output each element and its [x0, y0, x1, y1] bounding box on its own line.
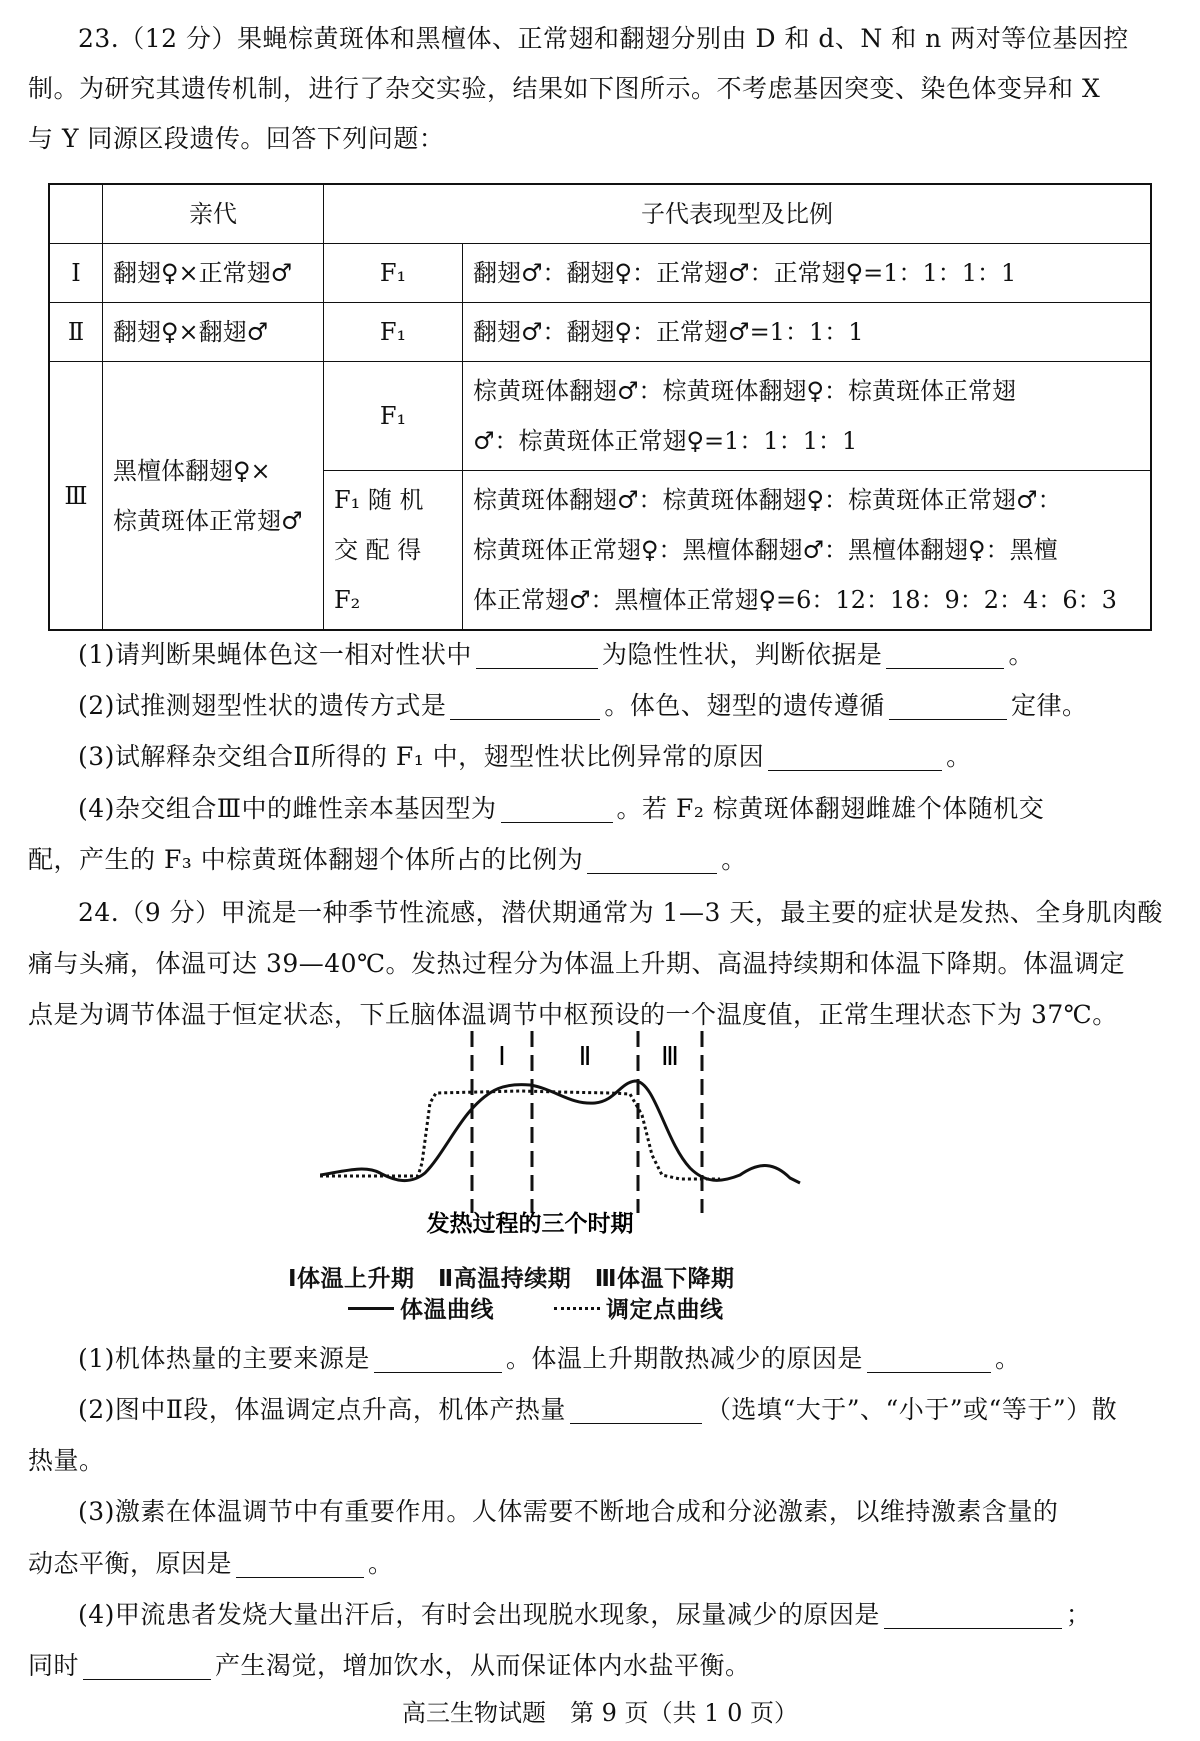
- answer-blank[interactable]: [236, 1547, 364, 1578]
- phase-label-1: Ⅰ: [498, 1042, 506, 1072]
- q24-sub2-text: (2)图中Ⅱ段，体温调定点升高，机体产热量: [78, 1395, 566, 1424]
- q23-sub1-text: 。: [1008, 640, 1034, 669]
- answer-blank[interactable]: [570, 1393, 702, 1424]
- row-generation: [324, 471, 463, 631]
- row-parent: 翻翅♀×正常翅♂: [103, 244, 324, 303]
- q24-sub1-text: 。: [994, 1344, 1021, 1373]
- answer-blank[interactable]: [587, 843, 717, 874]
- page-footer: 高三生物试题 第 9 页（共 1 0 页）: [402, 1699, 798, 1727]
- answer-blank[interactable]: [501, 792, 613, 823]
- q23-intro-line1: 23.（12 分）果蝇棕黄斑体和黑檀体、正常翅和翻翅分别由 D 和 d、N 和 n 两对等位基因控: [78, 24, 1129, 53]
- table-header-index: [49, 184, 103, 244]
- q23-sub2: [78, 681, 1087, 731]
- answer-blank[interactable]: [374, 1342, 502, 1373]
- answer-blank[interactable]: [884, 1598, 1062, 1629]
- q24-sub4-text: ；: [1065, 1600, 1092, 1629]
- legend-dotted-line: [554, 1307, 600, 1310]
- row-result-line: ♂：棕黄斑体正常翅♀=1：1：1：1: [473, 427, 858, 455]
- q23-sub2-text: 。体色、翅型的遗传遵循: [604, 691, 885, 720]
- answer-blank[interactable]: [867, 1342, 991, 1373]
- row-generation: F₁: [324, 244, 463, 303]
- row-index: Ⅰ: [49, 244, 103, 303]
- q24-intro-line2: 痛与头痛，体温可达 39—40℃。发热过程分为体温上升期、高温持续期和体温下降期。体温调定: [28, 949, 1126, 978]
- row-generation: F₁: [324, 362, 463, 471]
- row-parent: [103, 362, 324, 631]
- row-result-line: 棕黄斑体翻翅♂：棕黄斑体翻翅♀：棕黄斑体正常翅♂：: [473, 486, 1062, 514]
- q24-sub2: [78, 1385, 1117, 1435]
- row-result-line: 体正常翅♂：黑檀体正常翅♀=6：12：18：9：2：4：6：3: [473, 586, 1117, 614]
- fever-diagram: [320, 1023, 880, 1243]
- q24-sub1-text: (1)机体热量的主要来源是: [78, 1344, 370, 1373]
- q24-sub3-cont: [28, 1539, 394, 1589]
- answer-blank[interactable]: [768, 740, 942, 771]
- q24-sub4-text: (4)甲流患者发烧大量出汗后，有时会出现脱水现象，尿量减少的原因是: [78, 1600, 880, 1629]
- body-temperature-curve: [320, 1081, 800, 1183]
- q23-sub4-text: 。若 F₂ 棕黄斑体翻翅雌雄个体随机交: [616, 794, 1045, 823]
- table-header-parent: 亲代: [103, 184, 324, 244]
- q23-sub3-text: 。: [946, 742, 972, 771]
- q23-sub4-text: 配，产生的 F₃ 中棕黄斑体翻翅个体所占的比例为: [28, 845, 584, 874]
- row-generation-line: 交 配 得: [334, 536, 422, 564]
- table-header-offspring: 子代表现型及比例: [324, 184, 1152, 244]
- q24-sub3-text: 。: [368, 1549, 394, 1578]
- row-generation-line: F₂: [334, 586, 361, 614]
- row-result-line: 棕黄斑体翻翅♂：棕黄斑体翻翅♀：棕黄斑体正常翅: [473, 377, 1017, 405]
- answer-blank[interactable]: [889, 689, 1007, 720]
- q24-sub1: [78, 1334, 1020, 1384]
- row-index: Ⅱ: [49, 303, 103, 362]
- q23-sub4-cont: [28, 835, 747, 885]
- answer-blank[interactable]: [83, 1649, 211, 1680]
- q24-sub4-text: 同时: [28, 1651, 80, 1680]
- table-row: [49, 303, 1151, 362]
- q24-sub3-text: 动态平衡，原因是: [28, 1549, 233, 1578]
- q24-sub4-text: 产生渴觉，增加饮水，从而保证体内水盐平衡。: [215, 1651, 751, 1680]
- figure-caption-phases: Ⅰ体温上升期 Ⅱ高温持续期 Ⅲ体温下降期: [288, 1266, 735, 1292]
- cross-results-table: [48, 183, 1152, 631]
- row-parent: 翻翅♀×翻翅♂: [103, 303, 324, 362]
- q23-sub4-text: 。: [721, 845, 747, 874]
- row-result: 翻翅♂：翻翅♀：正常翅♂：正常翅♀=1：1：1：1: [463, 244, 1152, 303]
- q23-sub2-text: (2)试推测翅型性状的遗传方式是: [78, 691, 447, 720]
- q23-sub3: [78, 732, 972, 782]
- q24-intro-line1: 24.（9 分）甲流是一种季节性流感，潜伏期通常为 1—3 天，最主要的症状是发热、全身肌肉酸: [78, 898, 1163, 927]
- figure-legend: [348, 1290, 724, 1330]
- q23-sub1-text: 为隐性性状，判断依据是: [601, 640, 883, 669]
- phase-label-3: Ⅲ: [661, 1042, 679, 1072]
- row-result: 翻翅♂：翻翅♀：正常翅♂=1：1：1: [463, 303, 1152, 362]
- q24-sub4-cont: [28, 1641, 751, 1691]
- row-result: [463, 362, 1152, 471]
- q23-intro-line3: 与 Y 同源区段遗传。回答下列问题：: [28, 124, 445, 153]
- q23-sub3-text: (3)试解释杂交组合Ⅱ所得的 F₁ 中，翅型性状比例异常的原因: [78, 742, 765, 771]
- table-header-row: [49, 184, 1151, 244]
- figure-caption-title: 发热过程的三个时期: [426, 1211, 634, 1237]
- q23-sub1-text: (1)请判断果蝇体色这一相对性状中: [78, 640, 472, 669]
- phase-label-2: Ⅱ: [578, 1042, 592, 1072]
- table-row: [49, 362, 1151, 471]
- q23-intro-line2: 制。为研究其遗传机制，进行了杂交实验，结果如下图所示。不考虑基因突变、染色体变异和 X: [28, 74, 1101, 103]
- q23-sub4: [78, 784, 1044, 834]
- q23-sub2-text: 定律。: [1010, 691, 1088, 720]
- q24-intro-line3: 点是为调节体温于恒定状态，下丘脑体温调节中枢预设的一个温度值，正常生理状态下为 37℃。: [28, 1000, 1118, 1029]
- row-generation: F₁: [324, 303, 463, 362]
- row-result: [463, 471, 1152, 631]
- q23-sub4-text: (4)杂交组合Ⅲ中的雌性亲本基因型为: [78, 794, 497, 823]
- table-row: [49, 244, 1151, 303]
- q24-sub2-cont: 热量。: [28, 1446, 105, 1475]
- q24-sub3: (3)激素在体温调节中有重要作用。人体需要不断地合成和分泌激素，以维持激素含量的: [78, 1497, 1059, 1526]
- row-generation-line: F₁ 随 机: [334, 486, 424, 514]
- row-parent-line: 棕黄斑体正常翅♂: [113, 506, 303, 535]
- q24-sub4: [78, 1590, 1091, 1640]
- answer-blank[interactable]: [450, 689, 600, 720]
- legend-solid-line: [348, 1307, 394, 1310]
- row-result-line: 棕黄斑体正常翅♀：黑檀体翻翅♂：黑檀体翻翅♀：黑檀: [473, 536, 1058, 564]
- q24-sub1-text: 。体温上升期散热减少的原因是: [505, 1344, 863, 1373]
- answer-blank[interactable]: [886, 638, 1004, 669]
- legend-solid-label: 体温曲线: [400, 1297, 494, 1323]
- row-index: Ⅲ: [49, 362, 103, 631]
- q24-sub2-text: （选填“大于”、“小于”或“等于”）散: [705, 1395, 1118, 1424]
- row-parent-line: 黑檀体翻翅♀×: [113, 456, 271, 485]
- set-point-curve: [320, 1091, 720, 1179]
- legend-dotted-label: 调定点曲线: [606, 1297, 724, 1323]
- q23-sub1: [78, 630, 1034, 680]
- answer-blank[interactable]: [476, 638, 598, 669]
